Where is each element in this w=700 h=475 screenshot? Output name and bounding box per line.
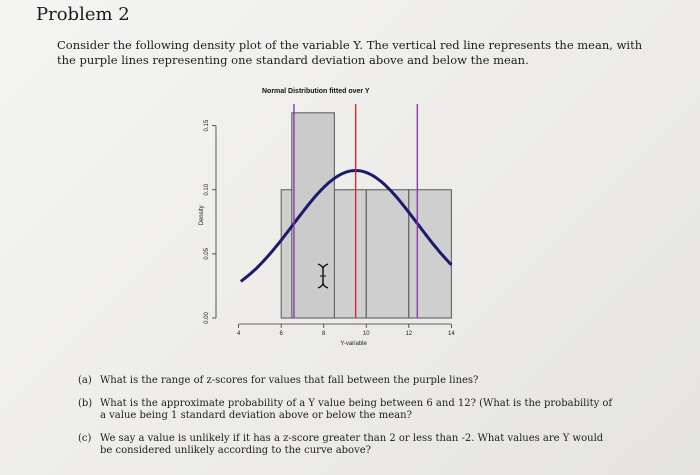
chart-title: Normal Distribution fitted over Y [262,88,370,95]
y-tick-label-2: 0.10 [204,183,210,196]
x-tick-label-5: 14 [448,331,455,337]
x-tick-label-2: 8 [322,331,326,337]
question-b-label: (b) [78,397,93,409]
question-b-text: What is the approximate probability of a Y value being between 6 and 12? (What is the probability of a value being 1 standard deviation above or below the mean? [100,397,613,421]
question-c-text: We say a value is unlikely if it has a z-score greater than 2 or less than -2. What values are Y would be considered unlikely according to the curve above? [100,432,604,456]
y-axis-label: Density [199,205,205,226]
question-c-label: (c) [78,432,92,444]
question-c [78,433,618,458]
x-tick-label-3: 10 [362,331,370,337]
question-a [78,375,618,388]
x-tick-label-4: 12 [405,331,413,337]
question-a-text: What is the range of z-scores for values that fall between the purple lines? [100,375,479,386]
histogram-bar-3 [366,190,409,318]
x-tick-label-0: 4 [236,331,241,337]
y-tick-label-3: 0.15 [204,119,210,132]
x-tick-label-1: 6 [279,331,283,337]
question-b [78,398,618,423]
histogram-bar-4 [409,190,452,318]
y-tick-label-0: 0.00 [204,312,210,324]
problem-title: Problem 2 [36,4,130,25]
question-list [78,375,618,468]
problem-intro: Consider the following density plot of the variable Y. The vertical red line represents the mean, with the purple lines representing one standard deviation above and below the mean. [57,38,643,67]
question-a-label: (a) [78,375,92,386]
x-axis-label: Y-variable [340,341,367,347]
y-tick-label-1: 0.05 [204,248,210,260]
